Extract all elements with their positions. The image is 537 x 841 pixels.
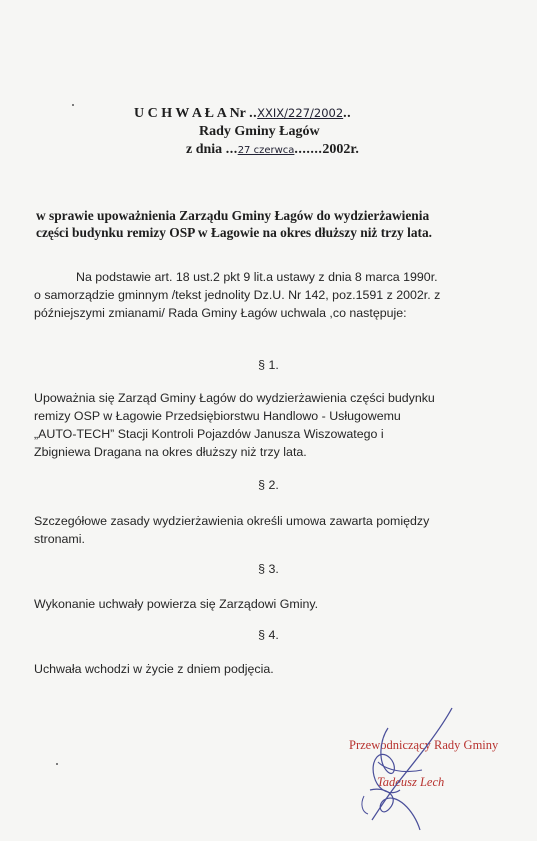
section-heading-3: § 3. [258,562,279,576]
preamble-line: późniejszymi zmianami/ Rada Gminy Łagów uchwala ,co następuje: [34,306,407,320]
section-line: remizy OSP w Łagowie Przedsiębiorstwu Handlowo - Usługowemu [34,409,401,423]
section-heading-1: § 1. [258,358,279,372]
subject-line: w sprawie upoważnienia Zarządu Gminy Łagów do wydzierżawienia [36,208,430,223]
date-year: 2002r. [322,142,359,157]
resolution-title-prefix: U C H W A Ł A Nr [134,106,250,121]
scan-speck [56,763,58,765]
preamble-line: Na podstawie art. 18 ust.2 pkt 9 lit.a ustawy z dnia 8 marca 1990r. [76,270,438,284]
subject-line: części budynku remizy OSP w Łagowie na okres dłuższy niż trzy lata. [36,225,433,240]
section-line: Szczegółowe zasady wydzierżawienia określi umowa zawarta pomiędzy [34,514,430,528]
section-line: Zbigniewa Dragana na okres dłuższy niż trzy lata. [34,445,307,459]
stamp-title: Przewodniczący Rady Gminy [349,738,499,752]
section-line: Uchwała wchodzi w życie z dniem podjęcia. [34,662,274,676]
council-name: Rady Gminy Łagów [199,124,320,139]
section-body-4 [34,660,514,678]
resolution-number-handwritten: XXIX/227/2002 [257,106,344,120]
date-prefix: z dnia [186,142,226,157]
resolution-subject [36,207,506,241]
section-line: Upoważnia się Zarząd Gminy Łagów do wydzierżawienia części budynku [34,391,435,405]
section-heading-4: § 4. [258,628,279,642]
section-body-1 [34,389,514,461]
handwritten-signature [340,700,480,835]
stamp-name: Tadeusz Lech [377,775,445,789]
section-heading-2: § 2. [258,478,279,492]
scan-speck [72,104,74,106]
section-line: stronami. [34,532,85,546]
section-line: Wykonanie uchwały powierza się Zarządowi Gminy. [34,597,319,611]
preamble-line: o samorządzie gminnym /tekst jednolity Dz.U. Nr 142, poz.1591 z 2002r. z [34,288,441,302]
preamble [34,268,514,322]
section-line: „AUTO-TECH” Stacji Kontroli Pojazdów Janusza Wiszowatego i [34,427,384,441]
section-body-2 [34,512,514,548]
resolution-title: U C H W A Ł A Nr ..XXIX/227/2002.. [134,106,352,121]
resolution-date: z dnia ...27 czerwca.......2002r. [186,142,359,157]
section-body-3 [34,595,514,613]
date-handwritten: 27 czerwca [237,145,295,156]
